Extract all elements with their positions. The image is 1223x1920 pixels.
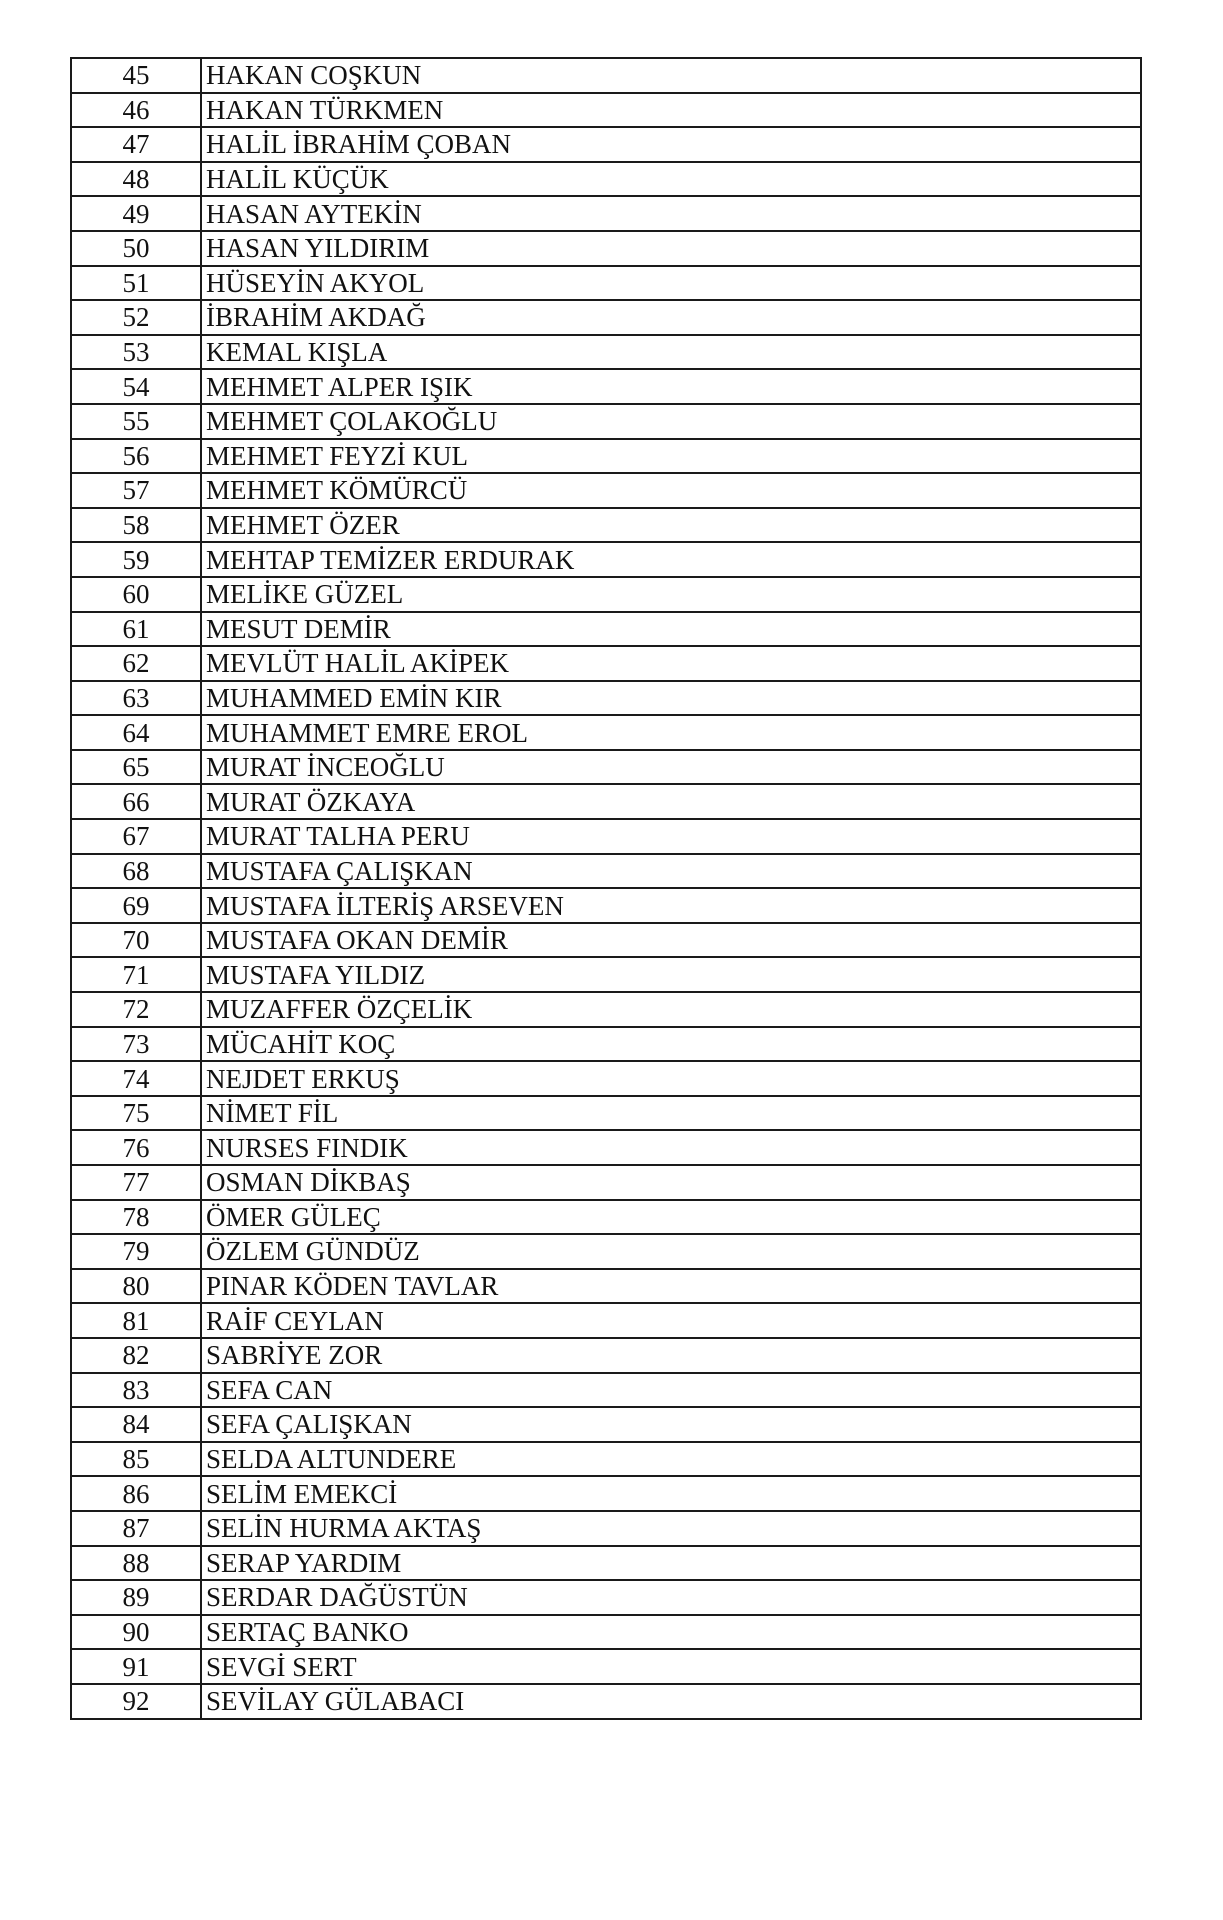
table-row (71, 300, 1141, 335)
row-number-cell: 90 (71, 1615, 201, 1650)
full-name-cell: ÖMER GÜLEÇ (201, 1200, 1141, 1235)
table-row (71, 1061, 1141, 1096)
row-number-cell: 71 (71, 957, 201, 992)
row-number-cell: 66 (71, 784, 201, 819)
table-row (71, 335, 1141, 370)
row-number-cell: 72 (71, 992, 201, 1027)
row-number-cell: 82 (71, 1338, 201, 1373)
row-number-cell: 50 (71, 231, 201, 266)
full-name-cell: SELDA ALTUNDERE (201, 1442, 1141, 1477)
full-name-cell: HASAN AYTEKİN (201, 196, 1141, 231)
row-number-cell: 64 (71, 715, 201, 750)
table-row (71, 750, 1141, 785)
full-name-cell: MEHMET ÇOLAKOĞLU (201, 404, 1141, 439)
full-name-cell: MUSTAFA İLTERİŞ ARSEVEN (201, 888, 1141, 923)
row-number-cell: 81 (71, 1303, 201, 1338)
full-name-cell: MEVLÜT HALİL AKİPEK (201, 646, 1141, 681)
full-name-cell: HÜSEYİN AKYOL (201, 266, 1141, 301)
table-row (71, 1511, 1141, 1546)
table-row (71, 646, 1141, 681)
full-name-cell: SABRİYE ZOR (201, 1338, 1141, 1373)
row-number-cell: 88 (71, 1546, 201, 1581)
table-row (71, 992, 1141, 1027)
table-row (71, 542, 1141, 577)
full-name-cell: PINAR KÖDEN TAVLAR (201, 1269, 1141, 1304)
table-row (71, 404, 1141, 439)
row-number-cell: 54 (71, 369, 201, 404)
row-number-cell: 65 (71, 750, 201, 785)
row-number-cell: 60 (71, 577, 201, 612)
full-name-cell: NİMET FİL (201, 1096, 1141, 1131)
row-number-cell: 85 (71, 1442, 201, 1477)
full-name-cell: NURSES FINDIK (201, 1130, 1141, 1165)
table-row (71, 1269, 1141, 1304)
full-name-cell: MELİKE GÜZEL (201, 577, 1141, 612)
full-name-cell: KEMAL KIŞLA (201, 335, 1141, 370)
table-row (71, 957, 1141, 992)
row-number-cell: 45 (71, 58, 201, 93)
row-number-cell: 76 (71, 1130, 201, 1165)
full-name-cell: SELİM EMEKCİ (201, 1476, 1141, 1511)
name-list-body (71, 58, 1141, 1719)
row-number-cell: 47 (71, 127, 201, 162)
row-number-cell: 63 (71, 681, 201, 716)
table-row (71, 1649, 1141, 1684)
full-name-cell: MESUT DEMİR (201, 612, 1141, 647)
full-name-cell: İBRAHİM AKDAĞ (201, 300, 1141, 335)
table-row (71, 612, 1141, 647)
table-row (71, 508, 1141, 543)
table-row (71, 1580, 1141, 1615)
full-name-cell: MUZAFFER ÖZÇELİK (201, 992, 1141, 1027)
row-number-cell: 69 (71, 888, 201, 923)
full-name-cell: MEHTAP TEMİZER ERDURAK (201, 542, 1141, 577)
table-row (71, 1338, 1141, 1373)
table-row (71, 819, 1141, 854)
table-row (71, 888, 1141, 923)
row-number-cell: 53 (71, 335, 201, 370)
table-row (71, 1407, 1141, 1442)
table-row (71, 266, 1141, 301)
full-name-cell: MUHAMMET EMRE EROL (201, 715, 1141, 750)
table-row (71, 715, 1141, 750)
full-name-cell: MUHAMMED EMİN KIR (201, 681, 1141, 716)
full-name-cell: SELİN HURMA AKTAŞ (201, 1511, 1141, 1546)
full-name-cell: NEJDET ERKUŞ (201, 1061, 1141, 1096)
full-name-cell: HAKAN TÜRKMEN (201, 93, 1141, 128)
table-row (71, 784, 1141, 819)
row-number-cell: 48 (71, 162, 201, 197)
row-number-cell: 74 (71, 1061, 201, 1096)
full-name-cell: HAKAN COŞKUN (201, 58, 1141, 93)
row-number-cell: 62 (71, 646, 201, 681)
full-name-cell: MURAT TALHA PERU (201, 819, 1141, 854)
full-name-cell: SERTAÇ BANKO (201, 1615, 1141, 1650)
full-name-cell: HALİL KÜÇÜK (201, 162, 1141, 197)
full-name-cell: SEVİLAY GÜLABACI (201, 1684, 1141, 1719)
row-number-cell: 49 (71, 196, 201, 231)
row-number-cell: 56 (71, 439, 201, 474)
table-row (71, 1130, 1141, 1165)
table-row (71, 1442, 1141, 1477)
full-name-cell: MURAT İNCEOĞLU (201, 750, 1141, 785)
table-row (71, 681, 1141, 716)
row-number-cell: 70 (71, 923, 201, 958)
row-number-cell: 75 (71, 1096, 201, 1131)
full-name-cell: SEFA ÇALIŞKAN (201, 1407, 1141, 1442)
table-row (71, 1476, 1141, 1511)
table-row (71, 1165, 1141, 1200)
table-row (71, 127, 1141, 162)
table-row (71, 369, 1141, 404)
table-row (71, 854, 1141, 889)
row-number-cell: 89 (71, 1580, 201, 1615)
full-name-cell: SEVGİ SERT (201, 1649, 1141, 1684)
full-name-cell: SERAP YARDIM (201, 1546, 1141, 1581)
row-number-cell: 84 (71, 1407, 201, 1442)
table-row (71, 1684, 1141, 1719)
row-number-cell: 78 (71, 1200, 201, 1235)
full-name-cell: MUSTAFA ÇALIŞKAN (201, 854, 1141, 889)
row-number-cell: 86 (71, 1476, 201, 1511)
full-name-cell: MUSTAFA YILDIZ (201, 957, 1141, 992)
table-row (71, 1373, 1141, 1408)
full-name-cell: HASAN YILDIRIM (201, 231, 1141, 266)
row-number-cell: 83 (71, 1373, 201, 1408)
full-name-cell: MEHMET ALPER IŞIK (201, 369, 1141, 404)
table-row (71, 1096, 1141, 1131)
table-row (71, 1200, 1141, 1235)
full-name-cell: MUSTAFA OKAN DEMİR (201, 923, 1141, 958)
row-number-cell: 59 (71, 542, 201, 577)
row-number-cell: 68 (71, 854, 201, 889)
table-row (71, 923, 1141, 958)
row-number-cell: 61 (71, 612, 201, 647)
full-name-cell: MÜCAHİT KOÇ (201, 1027, 1141, 1062)
table-row (71, 58, 1141, 93)
full-name-cell: OSMAN DİKBAŞ (201, 1165, 1141, 1200)
row-number-cell: 73 (71, 1027, 201, 1062)
row-number-cell: 52 (71, 300, 201, 335)
row-number-cell: 46 (71, 93, 201, 128)
row-number-cell: 58 (71, 508, 201, 543)
full-name-cell: MEHMET KÖMÜRCÜ (201, 473, 1141, 508)
row-number-cell: 80 (71, 1269, 201, 1304)
full-name-cell: ÖZLEM GÜNDÜZ (201, 1234, 1141, 1269)
row-number-cell: 79 (71, 1234, 201, 1269)
table-row (71, 1234, 1141, 1269)
full-name-cell: MURAT ÖZKAYA (201, 784, 1141, 819)
table-row (71, 1615, 1141, 1650)
name-list-table (70, 57, 1142, 1720)
table-row (71, 1027, 1141, 1062)
table-row (71, 1303, 1141, 1338)
row-number-cell: 92 (71, 1684, 201, 1719)
table-row (71, 231, 1141, 266)
table-row (71, 577, 1141, 612)
table-row (71, 93, 1141, 128)
row-number-cell: 67 (71, 819, 201, 854)
row-number-cell: 87 (71, 1511, 201, 1546)
row-number-cell: 77 (71, 1165, 201, 1200)
full-name-cell: MEHMET FEYZİ KUL (201, 439, 1141, 474)
full-name-cell: SEFA CAN (201, 1373, 1141, 1408)
table-row (71, 439, 1141, 474)
full-name-cell: RAİF CEYLAN (201, 1303, 1141, 1338)
full-name-cell: HALİL İBRAHİM ÇOBAN (201, 127, 1141, 162)
row-number-cell: 51 (71, 266, 201, 301)
table-row (71, 196, 1141, 231)
table-row (71, 162, 1141, 197)
full-name-cell: MEHMET ÖZER (201, 508, 1141, 543)
row-number-cell: 57 (71, 473, 201, 508)
table-row (71, 473, 1141, 508)
row-number-cell: 91 (71, 1649, 201, 1684)
table-row (71, 1546, 1141, 1581)
full-name-cell: SERDAR DAĞÜSTÜN (201, 1580, 1141, 1615)
row-number-cell: 55 (71, 404, 201, 439)
